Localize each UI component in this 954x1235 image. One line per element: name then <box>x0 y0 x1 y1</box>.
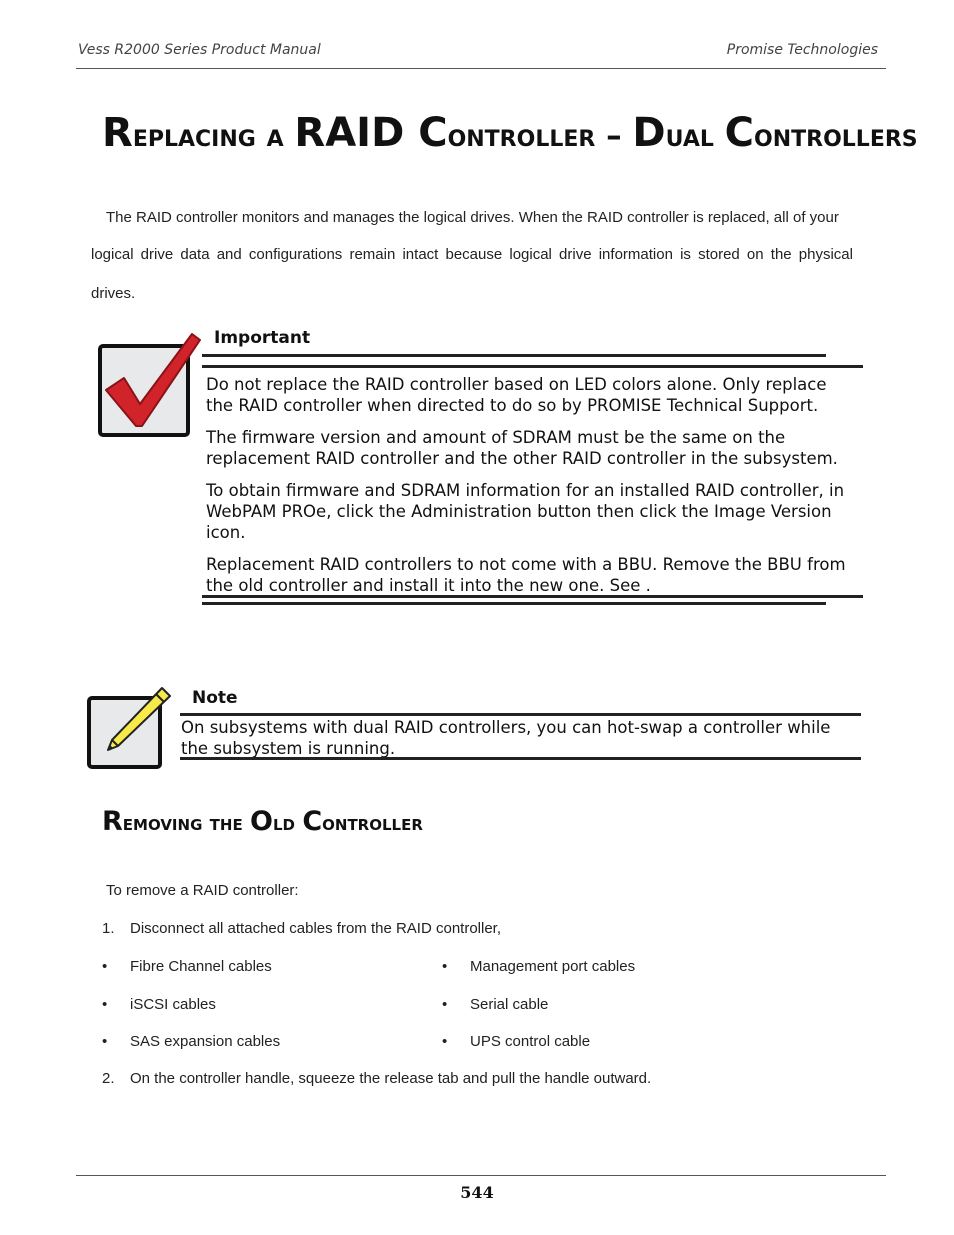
cable-item: Fibre Channel cables <box>130 958 272 975</box>
note-top-rule <box>180 713 861 716</box>
bullet: • <box>442 996 448 1013</box>
bullet: • <box>442 1033 448 1050</box>
note-bottom-rule <box>180 757 861 760</box>
important-label: Important <box>214 328 311 348</box>
section-heading: Removing the Old Controller <box>102 806 423 837</box>
important-bottom-rule <box>202 595 863 598</box>
page-title: Replacing a RAID Controller – Dual Controllers <box>102 110 918 156</box>
page-number: 544 <box>460 1183 494 1202</box>
cable-item: UPS control cable <box>470 1033 591 1050</box>
bullet: • <box>102 958 108 975</box>
step-2-number: 2. <box>102 1070 115 1087</box>
note-body: On subsystems with dual RAID controllers, you can hot-swap a controller while the subsystem is running. <box>181 718 831 758</box>
intro-line-2: logical drive data and configurations remain intact because logical drive information is stored on the physical <box>91 246 853 263</box>
intro-line-1: The RAID controller monitors and manages the logical drives. When the RAID controller is replaced, all of your <box>106 209 839 226</box>
checkmark-icon <box>96 330 208 442</box>
cable-item: SAS expansion cables <box>130 1033 281 1050</box>
important-body: Do not replace the RAID controller based on LED colors alone. Only replace the RAID controller when directed to do so by PROMISE Technical Support. The firmware version and amount of SDRAM must be the same on the replacement RAID controller and the other RAID controller in the subsystem. To obtain firmware and SDRAM information for an installed RAID controller, in WebPAM PROe, click the Administration button then click the Image Version icon. Replacement RAID controllers to not come with a BBU. Remove the BBU from the old controller and install it into the new one. See . <box>206 375 846 595</box>
note-label: Note <box>192 688 238 708</box>
footer-rule <box>76 1175 886 1176</box>
cable-item: Management port cables <box>470 958 636 975</box>
step-1-number: 1. <box>102 920 115 937</box>
bullet: • <box>102 1033 108 1050</box>
step-1-text: Disconnect all attached cables from the RAID controller, <box>130 920 502 937</box>
bullet: • <box>102 996 108 1013</box>
steps-lead: To remove a RAID controller: <box>106 882 299 899</box>
important-rule-2 <box>202 365 863 368</box>
pencil-icon <box>96 682 176 762</box>
important-top-rule <box>202 354 826 357</box>
header-right: Promise Technologies <box>726 42 878 58</box>
header-left: Vess R2000 Series Product Manual <box>78 42 321 58</box>
step-2-text: On the controller handle, squeeze the release tab and pull the handle outward. <box>130 1070 652 1087</box>
bullet: • <box>442 958 448 975</box>
cable-item: iSCSI cables <box>130 996 216 1013</box>
important-bottom-rule-2 <box>202 602 826 605</box>
intro-line-3: drives. <box>91 285 136 302</box>
header-rule <box>76 68 886 69</box>
cable-item: Serial cable <box>470 996 549 1013</box>
